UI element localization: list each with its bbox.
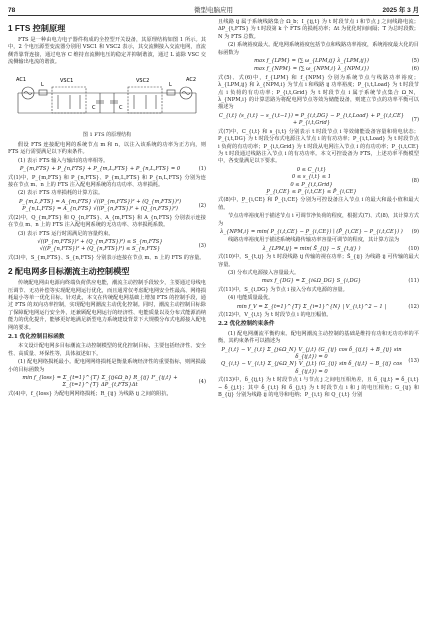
paragraph: FTS 是一种由电力电子器件构成的全控型开关设备，其原理结构如图 1 所示。其中，2 个电压源型变流器分别用 VSC1 和 VSC2 表示，其交流侧接入交流电网，直流侧背靠背连接，通过电容 C 维持直流侧电压的稳定并抑制谐波，通过 L 滤除 VSC 交流侧输出电流的谐波。 (8, 37, 206, 66)
paragraph: 式(10)中，S_{t,ij} 为 t 时段线路 ij 传输的视在功率；S̄_{ij} 为线路 ij 可传输的最大容量。 (218, 254, 419, 268)
left-column (8, 19, 206, 399)
capacitor-1-label: C (92, 104, 96, 111)
equation-4: min f_{loss} = Σ_{t=1}^{T} Σ_{ij∈Ω_b} R_{ij} I²_{ij,t} + Σ_{t=1}^{T} ΔP_{t,FTS}Δt (4) (22, 375, 206, 389)
inductor-1-label: L (41, 81, 44, 88)
ac1-label: AC1 (16, 76, 27, 83)
equation-10: λ_{LPM,ij} = min( S̄_{ij} − S_{t,ij} ) (10) (262, 245, 419, 252)
figure-caption: 图 1 FTS 的原理结构 (82, 131, 132, 138)
equation-11: max f_{DG} = Σ_{i∈Ω_DG} S_{i,DG} (11) (261, 278, 419, 285)
paragraph: 线路功率裕度用于描述系统线路传输功率容量可调节的程度，其计算方法为 (228, 237, 400, 244)
equation-7: C_{i,t} (s_{i,t} − s_{i,t−1}) = P_{i,t,DG} − P_{i,t,Load} + P_{i,t,CE} + P_{i,t,Grid} (7) (218, 112, 419, 127)
paragraph: 式(11)中，S_{i,DG} 为节点 i 接入分布式电源的容量。 (218, 286, 348, 293)
paragraph: (1) 表示 FTS 输入与输出的功率相等。 (18, 157, 109, 164)
equation-13: P_{i,t} − V_{i,t} Σ_{j∈Ω_N} V_{j,t} (G_{ij} cos δ_{ij,t} + B_{ij} sin δ_{ij,t}) = 0 Q_{i,t} − V_{i,t} Σ_{j∈Ω_N} V_{j,t} (G_{ij} sin δ_{ij,t} − B_{ij} cos δ_{ij,t}) = 0 (13) (221, 346, 419, 375)
paragraph: 式(7)中，C_{i,t} 和 s_{i,t} 分别表示 t 时段节点 i 等效储能设备容量和荷电状态；P_{i,t,DG} 为 t 时段分布式电源注入节点 i 的有功功率；P_{i,t,Load} 为 t 时段节点 i 负荷的有功功率；P_{i,t,Grid} 为 t 时段从电网注入节点 i 的有功功率；P_{i,t,CE} 为 t 时段通过线路注入节点 i 的有功功率。本文可控设备为 FTS，上述功率平衡模型中，各变量满足以下要求。 (218, 128, 419, 165)
vsc1-label: VSC1 (60, 77, 74, 84)
subsection-2-2-title: 2.2 优化控制约束条件 (218, 321, 275, 328)
paragraph: (2) 表示 FTS 功率损耗的计算方法。 (18, 190, 104, 197)
subsection-2-1-title: 2.1 优化控制目标函数 (8, 333, 65, 340)
page-number: 78 (8, 7, 16, 14)
section-1-title: 1 FTS 控制原理 (8, 24, 66, 33)
equation-6: max f_{NPM} = (∑ ω_{NPM,i} λ_{NPM,i}) (6) (254, 66, 419, 73)
section-2-title: 2 配电网多目标潮流主动控制模型 (8, 267, 130, 277)
equation-3: √((P_{m,FTS})² + (Q_{m,FTS})²) ≤ S_{m,FTS} √((P_{n,FTS})² + (Q_{n,FTS})²) ≤ S_{n,FTS} (3) (37, 238, 206, 253)
issue-date: 2025 年 3 月 (382, 7, 419, 14)
paragraph: (2) 系统裕度最大。配电网系统裕度包括节点和线路功率裕度，系统裕度最大化的目标函数为 (218, 42, 419, 56)
paragraph: 式(8)中，P̲_{i,CE} 和 P̄_{i,CE} 分别为可控设备注入节点 i 的最大和最小值和最大值。 (218, 197, 419, 211)
paragraph: 且线路 ij 属于系统线路集合 Ω_b；I_{ij,t} 为 t 时段节点 i 和节点 j 之间线路电流；ΔP_{t,FTS} 为 t 时段第 k 个 FTS 的损耗功率；Δt 为优化时间间隔；T 为总时段数；N 为 FTS 总数。 (218, 19, 419, 40)
paragraph: (3) 表示 FTS 运行时需满足的容量约束。 (18, 230, 114, 237)
paragraph: 传统配电网由电源向终端负荷供应电能，潮流主动控制手段较少，主要通过母线电压调节、无功补偿等实现配电网运行优化，而且通常仅考虑配电网安全性最高、网络损耗最小等单一优化目标。针对此，本文在传统配电网基础上增加 FTS 的控制手段，通过 FTS 的双向功率控制，实现配电网潮流主动优化控制。同时，潮流主动控制目标除了保障配电网运行安全外，还兼顾配电网运行的经济性、电能质量以及分布式能源消纳能力的优化提升，能够更好地满足新型电力系统建设背景下大规模分布式电源接入配电网的要求。 (8, 280, 206, 331)
paragraph: 式(12)中，V_{i,t} 为 t 时段节点 i 的电压幅值。 (218, 312, 332, 319)
paragraph: 节点功率裕度用于描述节点 i 可调节净负荷的程度，根据式(7)、式(8)，其计算方式为 (218, 213, 419, 227)
page-header (8, 3, 419, 14)
paragraph: 式(1)中，P_{m,FTS} 和 P_{n,FTS}、P_{m,L,FTS} 和 P_{n,L,FTS} 分别为连接在节点 m、n 上的 FTS 注入配电网系统的有功功率、功率损耗。 (8, 174, 206, 189)
equation-8: 0 ≤ C_{i,t} 0 ≤ s_{i,t} ≤ 1 0 ≤ P_{i,t,Grid} P̲_{i,CE} ≤ P_{i,t,CE} ≤ P̄_{i,CE} (8) (266, 166, 419, 195)
fts-structure-diagram (14, 69, 200, 131)
capacitor-2-label: C (119, 104, 123, 111)
equation-5: max f_{LPM} = (∑ ω_{LPM,ij} λ_{LPM,ij}) (5) (254, 58, 419, 65)
right-column (218, 19, 419, 401)
paragraph: 式(3)中，S_{m,FTS}、S_{n,FTS} 分别表示连接在节点 m、n 上的 FTS 的容量。 (8, 254, 205, 261)
equation-12: min f_V = Σ_{t=1}^{T} Σ_{i=1}^{N} | V_{i,t}^2 − 1 | (12) (236, 303, 419, 310)
paragraph: 式(5)、式(6)中，f_{LPM} 和 f_{NPM} 分别为系统节点与线路功率裕度；λ_{LPM,ij} 和 λ_{NPM,i} 为节点 i 和线路 ij 功率裕度；P_{i,t,Load} 为 t 时段节点 i 负荷的有功功率；P_{i,t,Grid} 为 t 时段节点 i 属于系统节点集合 Ω_N，λ_{NPM,i} 的计算思路为将配电网节点等效为储能设备，则建立节点的功率平衡可以描述为 (218, 74, 419, 111)
journal-name: 微型电脑应用 (194, 6, 233, 14)
paragraph: 式(4)中，f_{loss} 为配电网网络损耗；R_{ij} 为线路 ij 之间的阻抗， (8, 390, 172, 397)
paragraph: 假设 FTS 连接配电网的系统节点 m 和 n，以注入该系统的功率为正方向，则 FTS 运行需要满足以下约束条件。 (8, 142, 206, 156)
vsc2-label: VSC2 (136, 77, 150, 84)
paragraph: (1) 配电网潮流平衡约束。配电网潮流主动控制的基础是维持有功和无功功率的平衡，其约束条件可以描述为 (218, 330, 419, 345)
equation-1: P_{m,FTS} + P_{n,FTS} + P_{m,L,FTS} + P_{n,L,FTS} = 0 (1) (19, 166, 206, 173)
paragraph: (4) 电能质量最优。 (228, 295, 274, 302)
paragraph: 本文设计配电网多目标潮流主动控制模型的优化控制目标，主要包括经济性、安全性、高质量、环保性等，具体叙述如下。 (8, 343, 206, 357)
paragraph: (3) 分布式电源接入容量最大。 (228, 270, 300, 276)
paragraph: 式(13)中，δ_{ij,t} 为 t 时段节点 i 与节点 j 之间电压相角差，且 δ_{ij,t} = δ_{i,t} − δ_{j,t}；其中 δ_{i,t} 和 δ_{j,t} 为 t 时段节点 i 和 j 的电压相角；G_{ij} 和 B_{ij} 分别为线路 ij 的电导和电纳；P_{i,t} 和 Q_{i,t} 分别 (218, 377, 419, 399)
equation-9: λ_{NPM,i} = min( P_{i,t,CE} − P̲_{i,CE}) ∣ (P̄_{i,CE} − P_{i,t,CE}) ) (9) (220, 228, 419, 235)
paragraph: 式(2)中，Q_{m,FTS} 和 Q_{n,FTS}、A_{m,FTS} 和 A_{n,FTS} 分别表示连接在节点 m、n 上的 FTS 注入配电网系统的无功功率、功率损耗系数。 (8, 214, 206, 229)
ac2-label: AC2 (186, 76, 197, 83)
equation-2: P_{m,L,FTS} = A_{m,FTS} √((P_{m,FTS})² + (Q_{m,FTS})²) P_{n,L,FTS} = A_{n,FTS} √((P_{n,FTS})² + (Q_{n,FTS})²) (2) (18, 198, 206, 213)
inductor-2-label: L (169, 81, 172, 88)
paragraph: (1) 配电网络损耗最小。配电网网络损耗是衡量系统经济性的重要指标，则网损最小的目标函数为 (8, 359, 206, 373)
header-rule (8, 15, 419, 16)
